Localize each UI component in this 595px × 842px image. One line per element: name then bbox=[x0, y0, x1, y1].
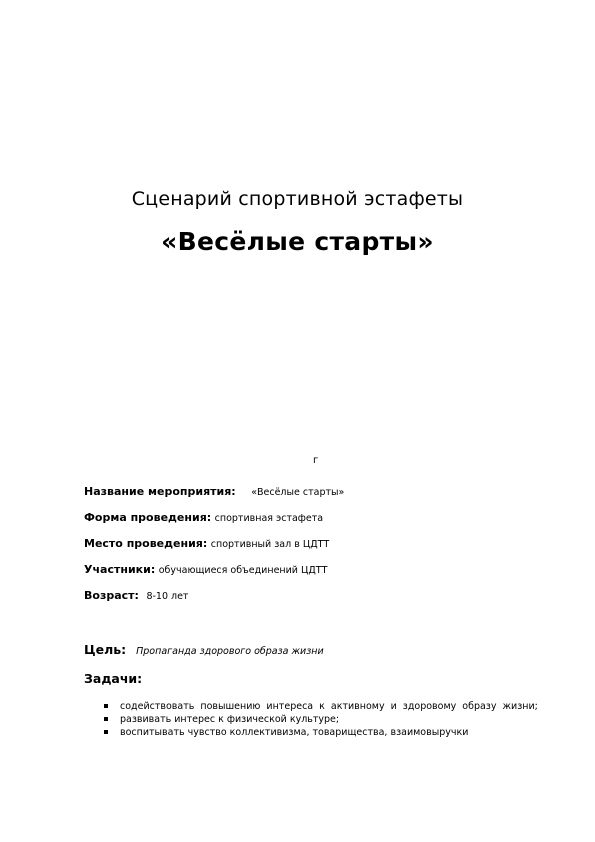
field-label: Место проведения: bbox=[84, 537, 208, 550]
stray-mark: г bbox=[313, 455, 319, 466]
goal-line bbox=[84, 642, 324, 657]
field-value: «Весёлые старты» bbox=[251, 487, 345, 498]
field-event-name bbox=[84, 485, 344, 498]
list-item bbox=[102, 700, 552, 713]
field-value: 8-10 лет bbox=[146, 591, 189, 602]
field-label: Форма проведения: bbox=[84, 511, 212, 524]
tasks-list bbox=[102, 700, 552, 739]
task-text: воспитывать чувство коллективизма, товарищества, взаимовыручки bbox=[120, 727, 469, 738]
task-text: развивать интерес к физической культуре; bbox=[120, 714, 340, 725]
field-age bbox=[84, 589, 188, 602]
document-title: Сценарий спортивной эстафеты bbox=[131, 188, 464, 210]
field-format bbox=[84, 511, 323, 524]
goal-label: Цель: bbox=[84, 642, 127, 657]
field-label: Возраст: bbox=[84, 589, 139, 602]
bullet-icon bbox=[104, 704, 108, 708]
field-label: Участники: bbox=[84, 563, 156, 576]
list-item bbox=[102, 726, 552, 739]
field-label: Название мероприятия: bbox=[84, 485, 236, 498]
field-participants bbox=[84, 563, 327, 576]
field-value: спортивный зал в ЦДТТ bbox=[210, 539, 330, 550]
event-title: «Весёлые старты» bbox=[161, 227, 434, 256]
field-venue bbox=[84, 537, 329, 550]
bullet-icon bbox=[104, 730, 108, 734]
bullet-icon bbox=[104, 717, 108, 721]
field-value: обучающиеся объединений ЦДТТ bbox=[158, 565, 328, 576]
field-value: спортивная эстафета bbox=[214, 513, 324, 524]
goal-value: Пропаганда здорового образа жизни bbox=[136, 646, 324, 657]
tasks-heading: Задачи: bbox=[84, 671, 143, 686]
list-item bbox=[102, 713, 552, 726]
task-text: содействовать повышению интереса к активному и здоровому образу жизни; bbox=[120, 701, 538, 712]
